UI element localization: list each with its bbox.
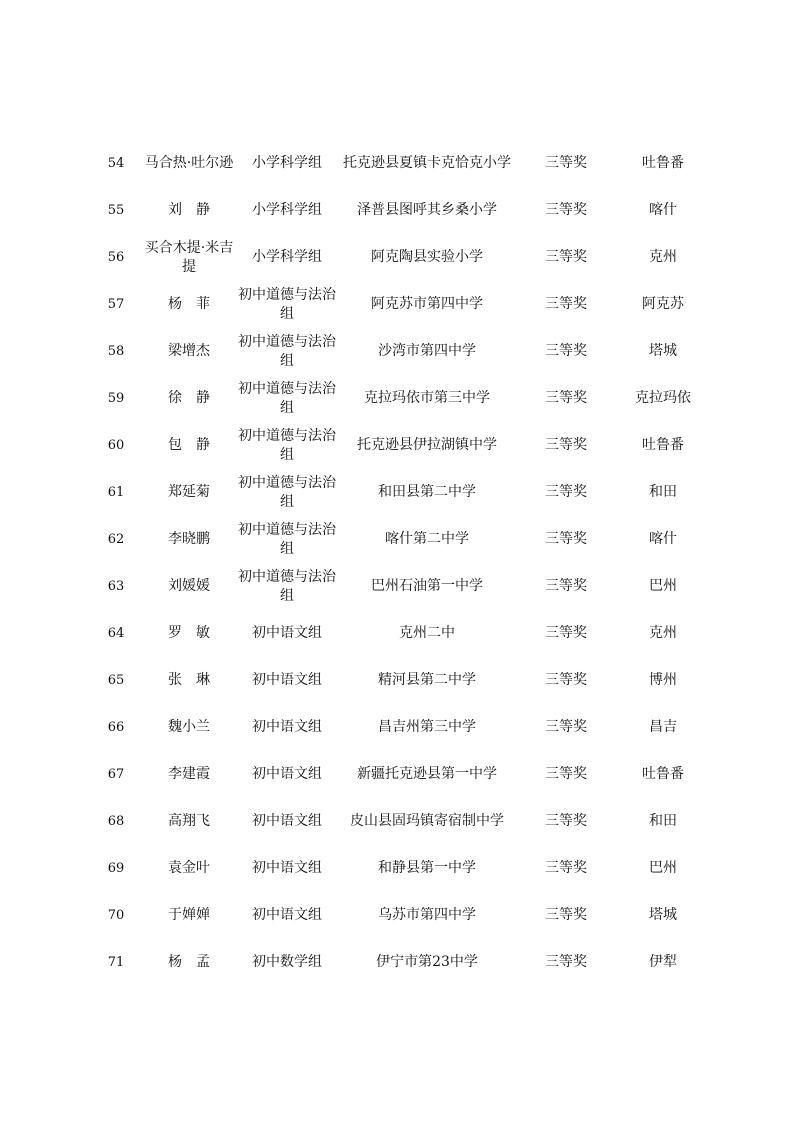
school-name: 阿克苏市第四中学 bbox=[371, 296, 483, 312]
award-level: 三等奖 bbox=[545, 907, 587, 923]
row-number: 57 bbox=[107, 297, 125, 312]
region-name: 昌吉 bbox=[649, 719, 677, 735]
winner-name: 李建霞 bbox=[168, 766, 210, 782]
competition-group: 初中道德与法治组 bbox=[238, 474, 336, 510]
school-name: 托克逊县伊拉湖镇中学 bbox=[357, 437, 497, 453]
row-number: 54 bbox=[107, 156, 125, 171]
award-level: 三等奖 bbox=[545, 531, 587, 547]
table-row bbox=[92, 187, 712, 234]
competition-group: 初中道德与法治组 bbox=[238, 286, 336, 322]
award-level: 三等奖 bbox=[545, 672, 587, 688]
winner-name: 魏小兰 bbox=[168, 719, 210, 735]
competition-group: 小学科学组 bbox=[252, 202, 322, 218]
region-name: 巴州 bbox=[649, 578, 677, 594]
table-row bbox=[92, 657, 712, 704]
region-name: 吐鲁番 bbox=[642, 437, 684, 453]
school-name: 伊宁市第23中学 bbox=[376, 954, 478, 970]
row-number: 62 bbox=[107, 532, 125, 547]
award-level: 三等奖 bbox=[545, 860, 587, 876]
award-level: 三等奖 bbox=[545, 202, 587, 218]
award-level: 三等奖 bbox=[545, 296, 587, 312]
region-name: 和田 bbox=[649, 813, 677, 829]
competition-group: 小学科学组 bbox=[252, 249, 322, 265]
table-row bbox=[92, 422, 712, 469]
winner-name: 马合热·吐尔逊 bbox=[144, 155, 234, 171]
table-row bbox=[92, 704, 712, 751]
row-number: 69 bbox=[107, 861, 125, 876]
award-level: 三等奖 bbox=[545, 813, 587, 829]
competition-group: 初中道德与法治组 bbox=[238, 521, 336, 557]
award-level: 三等奖 bbox=[545, 625, 587, 641]
award-level: 三等奖 bbox=[545, 766, 587, 782]
competition-group: 初中道德与法治组 bbox=[238, 568, 336, 604]
competition-group: 初中语文组 bbox=[252, 625, 322, 641]
winner-name: 袁金叶 bbox=[168, 860, 210, 876]
school-name: 托克逊县夏镇卡克恰克小学 bbox=[343, 155, 511, 171]
row-number: 67 bbox=[107, 767, 125, 782]
awards-table bbox=[92, 140, 712, 986]
winner-name: 徐 静 bbox=[168, 390, 210, 406]
competition-group: 初中语文组 bbox=[252, 813, 322, 829]
school-name: 克州二中 bbox=[399, 625, 455, 641]
table-row bbox=[92, 563, 712, 610]
competition-group: 初中语文组 bbox=[252, 860, 322, 876]
row-number: 68 bbox=[107, 814, 125, 829]
row-number: 65 bbox=[107, 673, 125, 688]
table-row bbox=[92, 140, 712, 187]
school-name: 沙湾市第四中学 bbox=[378, 343, 476, 359]
row-number: 55 bbox=[107, 203, 125, 218]
region-name: 喀什 bbox=[649, 531, 677, 547]
award-level: 三等奖 bbox=[545, 578, 587, 594]
table-row bbox=[92, 751, 712, 798]
table-row bbox=[92, 798, 712, 845]
competition-group: 初中道德与法治组 bbox=[238, 380, 336, 416]
region-name: 伊犁 bbox=[649, 954, 677, 970]
school-name: 泽普县图呼其乡桑小学 bbox=[357, 202, 497, 218]
row-number: 58 bbox=[107, 344, 125, 359]
region-name: 塔城 bbox=[649, 907, 677, 923]
school-name: 精河县第二中学 bbox=[378, 672, 476, 688]
table-row bbox=[92, 892, 712, 939]
competition-group: 初中道德与法治组 bbox=[238, 427, 336, 463]
school-name: 克拉玛依市第三中学 bbox=[364, 390, 490, 406]
school-name: 新疆托克逊县第一中学 bbox=[357, 766, 497, 782]
row-number: 60 bbox=[107, 438, 125, 453]
winner-name: 刘媛媛 bbox=[168, 578, 210, 594]
school-name: 阿克陶县实验小学 bbox=[371, 249, 483, 265]
award-level: 三等奖 bbox=[545, 719, 587, 735]
winner-name: 包 静 bbox=[168, 437, 210, 453]
school-name: 皮山县固玛镇寄宿制中学 bbox=[350, 813, 504, 829]
region-name: 克州 bbox=[649, 249, 677, 265]
award-level: 三等奖 bbox=[545, 954, 587, 970]
row-number: 64 bbox=[107, 626, 125, 641]
school-name: 乌苏市第四中学 bbox=[378, 907, 476, 923]
region-name: 克州 bbox=[649, 625, 677, 641]
table-row bbox=[92, 469, 712, 516]
row-number: 63 bbox=[107, 579, 125, 594]
table-row bbox=[92, 234, 712, 281]
school-name: 巴州石油第一中学 bbox=[371, 578, 483, 594]
winner-name: 罗 敏 bbox=[168, 625, 210, 641]
table-row bbox=[92, 328, 712, 375]
table-row bbox=[92, 610, 712, 657]
school-name: 喀什第二中学 bbox=[385, 531, 469, 547]
region-name: 博州 bbox=[649, 672, 677, 688]
award-level: 三等奖 bbox=[545, 390, 587, 406]
winner-name: 高翔飞 bbox=[168, 813, 210, 829]
award-level: 三等奖 bbox=[545, 437, 587, 453]
winner-name: 郑延菊 bbox=[168, 484, 210, 500]
competition-group: 初中道德与法治组 bbox=[238, 333, 336, 369]
competition-group: 初中语文组 bbox=[252, 907, 322, 923]
competition-group: 初中数学组 bbox=[252, 954, 322, 970]
competition-group: 初中语文组 bbox=[252, 719, 322, 735]
winner-name: 张 琳 bbox=[168, 672, 210, 688]
award-level: 三等奖 bbox=[545, 249, 587, 265]
region-name: 克拉玛依 bbox=[635, 390, 691, 406]
school-name: 和田县第二中学 bbox=[378, 484, 476, 500]
row-number: 56 bbox=[107, 250, 125, 265]
winner-name: 刘 静 bbox=[168, 202, 210, 218]
row-number: 66 bbox=[107, 720, 125, 735]
competition-group: 小学科学组 bbox=[252, 155, 322, 171]
award-level: 三等奖 bbox=[545, 343, 587, 359]
competition-group: 初中语文组 bbox=[252, 672, 322, 688]
awards-table-body bbox=[92, 140, 712, 986]
region-name: 阿克苏 bbox=[642, 296, 684, 312]
winner-name: 梁增杰 bbox=[168, 343, 210, 359]
row-number: 59 bbox=[107, 391, 125, 406]
winner-name: 杨 菲 bbox=[168, 296, 210, 312]
table-row bbox=[92, 281, 712, 328]
winner-name: 买合木提·米吉提 bbox=[144, 239, 234, 275]
region-name: 塔城 bbox=[649, 343, 677, 359]
award-level: 三等奖 bbox=[545, 155, 587, 171]
school-name: 和静县第一中学 bbox=[378, 860, 476, 876]
region-name: 吐鲁番 bbox=[642, 155, 684, 171]
region-name: 和田 bbox=[649, 484, 677, 500]
table-row bbox=[92, 939, 712, 986]
region-name: 喀什 bbox=[649, 202, 677, 218]
row-number: 61 bbox=[107, 485, 125, 500]
winner-name: 于婵婵 bbox=[168, 907, 210, 923]
region-name: 吐鲁番 bbox=[642, 766, 684, 782]
winner-name: 杨 孟 bbox=[168, 954, 210, 970]
competition-group: 初中语文组 bbox=[252, 766, 322, 782]
table-row bbox=[92, 375, 712, 422]
winner-name: 李晓鹏 bbox=[168, 531, 210, 547]
school-name: 昌吉州第三中学 bbox=[378, 719, 476, 735]
table-row bbox=[92, 845, 712, 892]
region-name: 巴州 bbox=[649, 860, 677, 876]
row-number: 70 bbox=[107, 908, 125, 923]
row-number: 71 bbox=[107, 955, 125, 970]
award-level: 三等奖 bbox=[545, 484, 587, 500]
table-row bbox=[92, 516, 712, 563]
